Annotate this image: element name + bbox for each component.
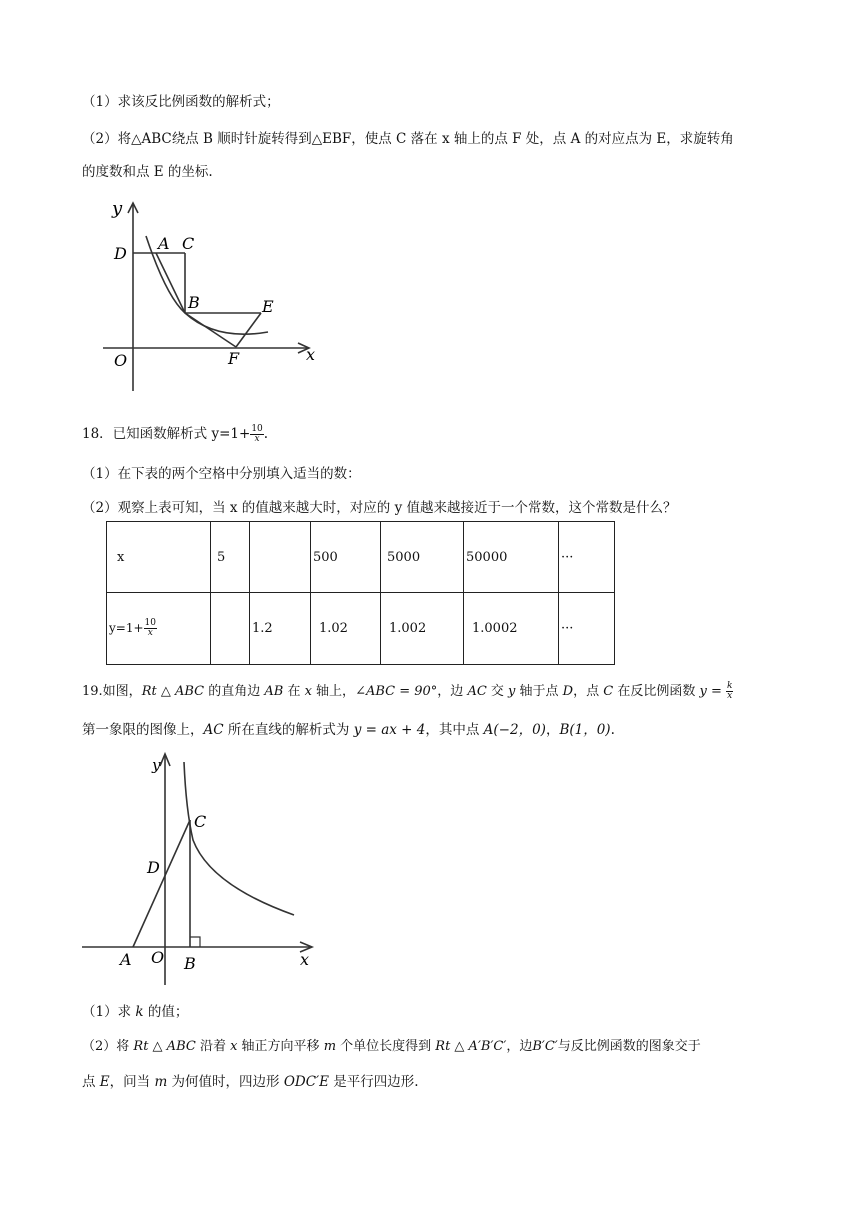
q17-part2-line2: 的度数和点 E 的坐标.: [82, 164, 213, 180]
table-cell-x-header: x: [107, 522, 211, 593]
q17-figure: [98, 196, 328, 396]
q17-part2-line1: （2）将△ABC绕点 B 顺时针旋转得到△EBF，使点 C 落在 x 轴上的点 F 处，点 A 的对应点为 E，求旋转角: [82, 131, 734, 147]
q19-label-O: O: [151, 948, 165, 967]
q19-label-B: B: [184, 954, 196, 973]
q17-label-B: B: [188, 293, 200, 312]
q19-part2-line2: 点 E，问当 m 为何值时，四边形 ODC′E 是平行四边形.: [82, 1074, 419, 1090]
q17-label-y: y: [112, 198, 123, 219]
table-cell: ···: [559, 522, 615, 593]
q17-part1: （1）求该反比例函数的解析式；: [82, 94, 280, 110]
q19-part2-line1: （2）将 Rt △ ABC 沿着 x 轴正方向平移 m 个单位长度得到 Rt △ A′B′C′，边B′C′与反比例函数的图象交于: [82, 1039, 701, 1054]
q19-label-x: x: [300, 950, 310, 969]
q19-figure: [80, 750, 330, 990]
q19-label-y: y: [152, 756, 161, 774]
table-cell-y-header: y=1+ $\frac{10}{x}$: [107, 593, 211, 665]
table-cell: 500: [311, 522, 381, 593]
q18-part2: （2）观察上表可知，当 x 的值越来越大时，对应的 y 值越来越接近于一个常数，这个常数是什么？: [82, 500, 677, 516]
table-cell-blank: [250, 522, 311, 593]
q19-intro-line1: 19.如图，Rt △ ABC 的直角边 AB 在 x 轴上，∠ABC = 90°，边 AC 交 y 轴于点 D，点 C 在反比例函数 y = $\frac{k}{x}$: [82, 681, 733, 701]
q17-label-F: F: [228, 349, 240, 368]
table-cell: 1.02: [311, 593, 381, 665]
table-cell: 1.002: [381, 593, 464, 665]
table-cell-blank: [211, 593, 250, 665]
q17-label-C: C: [182, 234, 195, 253]
q17-label-D: D: [114, 244, 127, 263]
q17-label-E: E: [262, 297, 274, 316]
q19-label-D: D: [147, 858, 160, 877]
table-cell: 1.0002: [464, 593, 559, 665]
table-cell: ···: [559, 593, 615, 665]
q18-value-table: [106, 521, 615, 665]
table-cell: 5000: [381, 522, 464, 593]
q19-label-A: A: [120, 950, 132, 969]
table-cell: 50000: [464, 522, 559, 593]
q19-intro-line2: 第一象限的图像上，AC 所在直线的解析式为 y = ax + 4，其中点 A(−2，0)，B(1，0).: [82, 722, 615, 738]
q18-part1: （1）在下表的两个空格中分别填入适当的数：: [82, 466, 361, 482]
q17-label-x: x: [306, 345, 316, 364]
q17-label-O: O: [114, 351, 128, 370]
table-cell: 1.2: [250, 593, 311, 665]
q17-label-A: A: [158, 234, 170, 253]
q19-label-C: C: [194, 812, 207, 831]
table-cell: 5: [211, 522, 250, 593]
q18-intro: 18．已知函数解析式 y=1+ $\frac{10}{x}$ .: [82, 424, 269, 444]
q19-part1: （1）求 k 的值；: [82, 1004, 189, 1020]
